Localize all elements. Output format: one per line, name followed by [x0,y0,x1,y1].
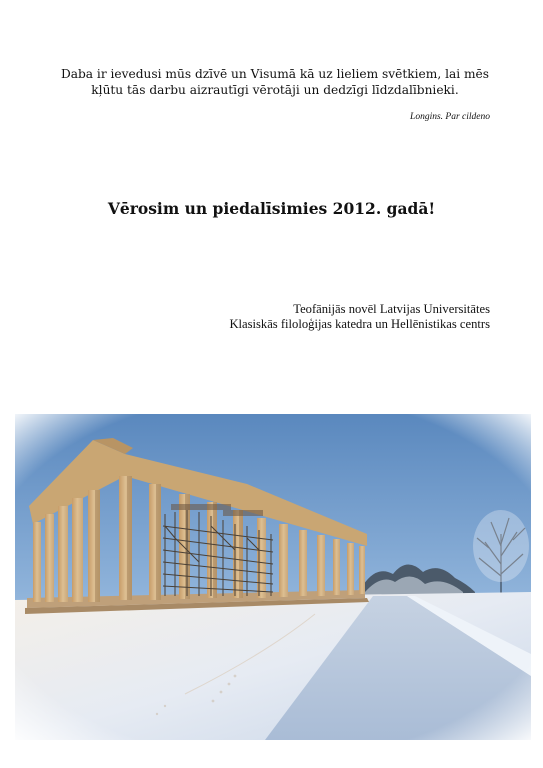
epigraph-line-2: kļūtu tās darbu aizrautīgi vērotāji un dedzīgi līdzdalībnieki. [91,83,459,97]
photo-vignette [15,414,531,740]
organizers-line-1: Teofānijās novēl Latvijas Universitātes [293,302,490,316]
organizers-block [229,302,490,332]
parthenon-winter-photo [15,414,531,740]
organizers-line-2: Klasiskās filoloģijas katedra un Hellēnistikas centrs [229,317,490,331]
epigraph-line-1: Daba ir ievedusi mūs dzīvē un Visumā kā uz lieliem svētkiem, lai mēs [60,67,490,81]
epigraph-quote [58,66,492,98]
epigraph-attribution: Longins. Par cildeno [410,112,490,122]
headline: Vērosim un piedalīsimies 2012. gadā! [107,199,436,218]
